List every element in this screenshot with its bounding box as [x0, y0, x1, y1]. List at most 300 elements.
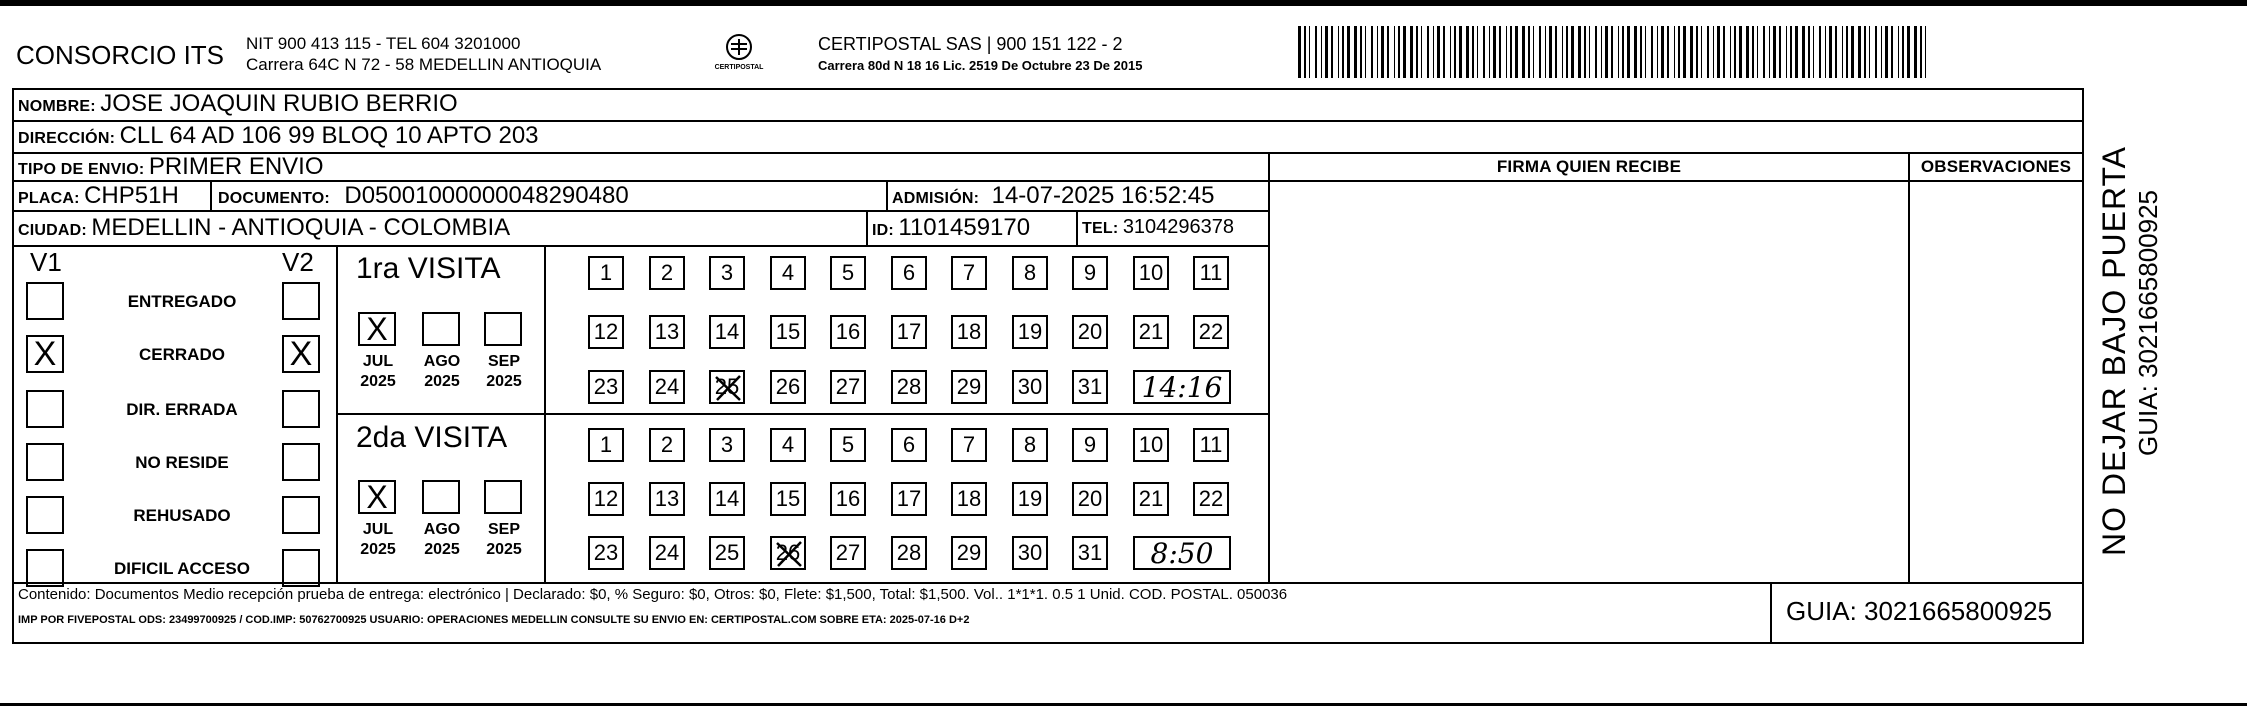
barcode-bar	[1595, 26, 1597, 78]
visit-divider	[336, 413, 1270, 415]
tel-divider	[1076, 210, 1078, 245]
visit2-day-23[interactable]	[588, 536, 624, 570]
barcode-bar	[1920, 26, 1922, 78]
tipo-row	[18, 153, 324, 181]
visit1-day-8[interactable]	[1012, 256, 1048, 290]
visit1-day-26[interactable]	[770, 370, 806, 404]
visit1-day-3[interactable]	[709, 256, 745, 290]
barcode-bar	[1416, 26, 1418, 78]
documento-value: D05001000000048290480	[344, 182, 629, 209]
barcode-bar	[1562, 26, 1563, 78]
v2-checkbox-4[interactable]	[282, 443, 320, 481]
checkbox-mark: X	[289, 335, 313, 373]
footer-content: Contenido: Documentos Medio recepción prueba de entrega: electrónico | Declarado: $0, % Seguro: $0, Otros: $0, Flete: $1,500, Total: $1,500. Vol.. 1*1*1. 0.5 1 Unid. COD. POSTAL. 050036	[18, 586, 1288, 603]
visit2-day-10[interactable]	[1133, 428, 1169, 462]
visit1-day-31[interactable]	[1072, 370, 1108, 404]
barcode-bar	[1589, 26, 1590, 78]
day-number: 13	[654, 319, 680, 344]
day-number: 15	[775, 319, 801, 344]
day-number: 5	[841, 260, 855, 285]
day-number: 6	[902, 260, 916, 285]
footer-imp: IMP POR FIVEPOSTAL ODS: 23499700925 / COD.IMP: 50762700925 USUARIO: OPERACIONES MEDELLIN CONSULTE SU ENVIO EN: CERTIPOSTAL.COM SOBRE ETA: 2025-07-16 D+2	[18, 614, 970, 626]
day-number: 10	[1138, 260, 1164, 285]
day-number: 19	[1017, 319, 1043, 344]
visit1-month-label	[418, 352, 466, 392]
barcode-bar	[1885, 26, 1888, 78]
day-number: 17	[896, 486, 922, 511]
visit2-month-label	[354, 520, 402, 560]
row-line-4	[12, 210, 1270, 212]
month-year: 2025	[486, 541, 522, 558]
day-number: 30	[1017, 374, 1043, 399]
barcode-bar	[1510, 26, 1512, 78]
v1-checkbox-2[interactable]	[26, 335, 64, 373]
barcode-bar	[1891, 26, 1893, 78]
day-number: 9	[1083, 260, 1097, 285]
barcode-bar	[1869, 26, 1870, 78]
barcode-bar	[1651, 26, 1653, 78]
month-year: 2025	[486, 373, 522, 390]
company-nit: NIT 900 413 115 - TEL 604 3201000	[246, 34, 521, 53]
tel-row	[1082, 216, 1234, 239]
day-number: 27	[835, 540, 861, 565]
day-number: 20	[1077, 486, 1103, 511]
tipo-label: TIPO DE ENVIO:	[18, 161, 145, 178]
visit2-day-17[interactable]	[891, 482, 927, 516]
day-number: 4	[781, 432, 795, 457]
day-number: 23	[593, 374, 619, 399]
day-number: 1	[599, 432, 613, 457]
visit1-day-29[interactable]	[951, 370, 987, 404]
visit1-day-18[interactable]	[951, 315, 987, 349]
day-number: 23	[593, 540, 619, 565]
barcode	[1298, 26, 1934, 78]
barcode-bar	[1377, 26, 1378, 78]
documento-label: DOCUMENTO:	[218, 190, 330, 207]
barcode-bar	[1466, 26, 1469, 78]
ciudad-value: MEDELLIN - ANTIOQUIA - COLOMBIA	[91, 214, 511, 241]
id-row	[872, 214, 1030, 242]
month-year: 2025	[360, 541, 396, 558]
visit2-month-label	[418, 520, 466, 560]
barcode-bar	[1701, 26, 1702, 78]
day-number: 27	[835, 374, 861, 399]
visit2-day-5[interactable]	[830, 428, 866, 462]
day-number: 16	[835, 486, 861, 511]
barcode-bar	[1578, 26, 1581, 78]
month-name: JUL	[362, 521, 394, 538]
visit2-day-7[interactable]	[951, 428, 987, 462]
ciudad-label: CIUDAD:	[18, 222, 87, 239]
visit2-day-6[interactable]	[891, 428, 927, 462]
barcode-bar	[1331, 26, 1333, 78]
barcode-bar	[1622, 26, 1624, 78]
barcode-bar	[1493, 26, 1496, 78]
visit2-day-28[interactable]	[891, 536, 927, 570]
barcode-bar	[1443, 26, 1445, 78]
day-number: 19	[1017, 486, 1043, 511]
barcode-bar	[1802, 26, 1805, 78]
barcode-bar	[1309, 26, 1310, 78]
barcode-bar	[1387, 26, 1389, 78]
visit2-day-4[interactable]	[770, 428, 806, 462]
barcode-bar	[1450, 26, 1451, 78]
barcode-bar	[1808, 26, 1810, 78]
barcode-bar	[1601, 26, 1602, 78]
carrier-address: Carrera 80d N 18 16 Lic. 2519 De Octubre 23 De 2015	[818, 58, 1143, 73]
visit1-day-22[interactable]	[1193, 315, 1229, 349]
barcode-bar	[1763, 26, 1765, 78]
visit2-day-19[interactable]	[1012, 482, 1048, 516]
barcode-bar	[1769, 26, 1770, 78]
visit2-day-22[interactable]	[1193, 482, 1229, 516]
status-option-label: DIR. ERRADA	[126, 400, 238, 419]
barcode-bar	[1315, 26, 1317, 78]
day-number: 2	[660, 260, 674, 285]
day-number: 26	[775, 374, 801, 399]
day-number: 12	[593, 486, 619, 511]
certipostal-logo	[712, 32, 766, 78]
visit1-day-4[interactable]	[770, 256, 806, 290]
status-option-label: ENTREGADO	[127, 292, 237, 311]
barcode-bar	[1515, 26, 1518, 78]
visit2-day-25[interactable]	[709, 536, 745, 570]
visit1-day-11[interactable]	[1193, 256, 1229, 290]
visit1-month-checkbox-sep[interactable]	[484, 312, 522, 346]
barcode-bar	[1605, 26, 1608, 78]
day-number: 22	[1198, 319, 1224, 344]
barcode-bar	[1875, 26, 1877, 78]
visit1-day-16[interactable]	[830, 315, 866, 349]
visit1-month-checkbox-ago[interactable]	[422, 312, 460, 346]
visit1-day-14[interactable]	[709, 315, 745, 349]
visit2-day-3[interactable]	[709, 428, 745, 462]
barcode-bar	[1618, 26, 1619, 78]
hand-x-mark	[772, 538, 806, 570]
form-bottom	[12, 642, 2084, 644]
visit2-day-14[interactable]	[709, 482, 745, 516]
barcode-bar	[1398, 26, 1400, 78]
checkbox-mark: X	[33, 335, 57, 373]
barcode-bar	[1678, 26, 1680, 78]
barcode-bar	[1539, 26, 1541, 78]
barcode-bar	[1472, 26, 1474, 78]
barcode-bar	[1707, 26, 1709, 78]
visit1-day-9[interactable]	[1072, 256, 1108, 290]
barcode-bar	[1667, 26, 1669, 78]
visit1-day-20[interactable]	[1072, 315, 1108, 349]
visit2-day-31[interactable]	[1072, 536, 1108, 570]
barcode-bar	[1528, 26, 1530, 78]
day-number: 18	[956, 319, 982, 344]
firma-header: FIRMA QUIEN RECIBE	[1496, 157, 1682, 176]
tipo-value: PRIMER ENVIO	[148, 153, 324, 180]
barcode-bar	[1433, 26, 1434, 78]
barcode-bar	[1437, 26, 1440, 78]
v2-checkbox-6[interactable]	[282, 549, 320, 587]
form-left	[12, 88, 14, 644]
barcode-bar	[1723, 26, 1725, 78]
v1-checkbox-5[interactable]	[26, 496, 64, 534]
day-number: 5	[841, 432, 855, 457]
barcode-bar	[1683, 26, 1686, 78]
barcode-bar	[1571, 26, 1574, 78]
id-value: 1101459170	[898, 214, 1031, 241]
barcode-bar	[1713, 26, 1714, 78]
day-number: 26	[775, 540, 801, 565]
visit2-day-11[interactable]	[1193, 428, 1229, 462]
barcode-bar	[1321, 26, 1322, 78]
day-number: 31	[1077, 374, 1103, 399]
placa-row	[18, 182, 179, 210]
barcode-bar	[1421, 26, 1422, 78]
visit1-day-30[interactable]	[1012, 370, 1048, 404]
day-number: 7	[962, 432, 976, 457]
visit2-month-checkbox-ago[interactable]	[422, 480, 460, 514]
v1-checkbox-4[interactable]	[26, 443, 64, 481]
status-option-label: DIFICIL ACCESO	[113, 559, 250, 578]
visit2-day-15[interactable]	[770, 482, 806, 516]
day-number: 4	[781, 260, 795, 285]
visit1-day-25[interactable]	[709, 370, 745, 404]
barcode-bar	[1757, 26, 1758, 78]
visit2-day-21[interactable]	[1133, 482, 1169, 516]
visit1-day-21[interactable]	[1133, 315, 1169, 349]
v2-checkbox-3[interactable]	[282, 390, 320, 428]
bottom-border	[0, 703, 2247, 706]
day-number: 22	[1198, 486, 1224, 511]
month-name: JUL	[362, 353, 394, 370]
barcode-bar	[1696, 26, 1698, 78]
barcode-bar	[1634, 26, 1637, 78]
v1-checkbox-6[interactable]	[26, 549, 64, 587]
day-number: 20	[1077, 319, 1103, 344]
barcode-bar	[1773, 26, 1776, 78]
barcode-bar	[1403, 26, 1406, 78]
barcode-bar	[1864, 26, 1866, 78]
row-line-5	[12, 245, 1270, 247]
id-divider	[866, 210, 868, 245]
admision-label: ADMISIÓN:	[892, 190, 980, 207]
visit1-month-checkbox-jul[interactable]	[358, 312, 396, 346]
day-number: 12	[593, 319, 619, 344]
carrier-name: CERTIPOSTAL SAS | 900 151 122 - 2	[818, 34, 1123, 54]
day-number: 29	[956, 540, 982, 565]
visit1-day-15[interactable]	[770, 315, 806, 349]
documento-row	[218, 182, 629, 210]
visit2-day-12[interactable]	[588, 482, 624, 516]
visit1-day-10[interactable]	[1133, 256, 1169, 290]
visit1-day-27[interactable]	[830, 370, 866, 404]
barcode-bar	[1795, 26, 1798, 78]
barcode-bar	[1829, 26, 1832, 78]
day-number: 11	[1199, 432, 1223, 457]
barcode-bar	[1459, 26, 1462, 78]
handwritten-time: 14:16	[1141, 370, 1223, 404]
side-notice	[2096, 96, 2176, 556]
day-number: 3	[720, 260, 734, 285]
barcode-bar	[1489, 26, 1490, 78]
barcode-bar	[1611, 26, 1613, 78]
day-number: 13	[654, 486, 680, 511]
barcode-bar	[1522, 26, 1525, 78]
visit2-day-29[interactable]	[951, 536, 987, 570]
visit1-day-17[interactable]	[891, 315, 927, 349]
barcode-bar	[1298, 26, 1301, 78]
barcode-bar	[1752, 26, 1754, 78]
day-number: 28	[896, 540, 922, 565]
day-number: 2	[660, 432, 674, 457]
guia-divider	[1770, 582, 1772, 644]
visit2-day-20[interactable]	[1072, 482, 1108, 516]
day-number: 14	[714, 486, 740, 511]
checkbox-mark: X	[366, 479, 388, 515]
barcode-bar	[1746, 26, 1749, 78]
day-number: 30	[1017, 540, 1043, 565]
barcode-bar	[1545, 26, 1546, 78]
day-number: 8	[1023, 432, 1037, 457]
barcode-bar	[1790, 26, 1792, 78]
visit2-month-checkbox-jul[interactable]	[358, 480, 396, 514]
month-year: 2025	[360, 373, 396, 390]
direccion-label: DIRECCIÓN:	[18, 130, 116, 147]
footer-guia: GUIA: 3021665800925	[1786, 596, 2052, 626]
placa-divider	[210, 180, 212, 210]
company-name: CONSORCIO ITS	[16, 40, 225, 70]
day-number: 29	[956, 374, 982, 399]
visit1-day-13[interactable]	[649, 315, 685, 349]
v1-checkbox-1[interactable]	[26, 282, 64, 320]
day-number: 14	[714, 319, 740, 344]
barcode-bar	[1477, 26, 1478, 78]
visit2-day-24[interactable]	[649, 536, 685, 570]
visit1-day-12[interactable]	[588, 315, 624, 349]
barcode-bar	[1360, 26, 1362, 78]
visit1-day-6[interactable]	[891, 256, 927, 290]
visit1-day-28[interactable]	[891, 370, 927, 404]
v2-checkbox-1[interactable]	[282, 282, 320, 320]
day-number: 9	[1083, 432, 1097, 457]
visit2-day-13[interactable]	[649, 482, 685, 516]
barcode-bar	[1347, 26, 1350, 78]
day-number: 11	[1199, 260, 1223, 285]
status-option-label: CERRADO	[139, 345, 225, 364]
status-option-label: NO RESIDE	[135, 453, 229, 472]
day-number: 8	[1023, 260, 1037, 285]
barcode-bar	[1427, 26, 1429, 78]
barcode-bar	[1835, 26, 1837, 78]
visit2-day-16[interactable]	[830, 482, 866, 516]
v2-checkbox-5[interactable]	[282, 496, 320, 534]
obs-left-border	[1908, 152, 1910, 582]
visit2-day-1[interactable]	[588, 428, 624, 462]
barcode-bar	[1717, 26, 1720, 78]
visit1-day-5[interactable]	[830, 256, 866, 290]
observaciones-header: OBSERVACIONES	[1920, 157, 2072, 176]
visit1-time-box[interactable]	[1133, 370, 1231, 404]
barcode-bar	[1499, 26, 1501, 78]
barcode-bar	[1902, 26, 1904, 78]
visit2-month-label	[480, 520, 528, 560]
barcode-bar	[1549, 26, 1552, 78]
tel-value: 3104296378	[1122, 216, 1235, 238]
day-number: 25	[714, 540, 740, 565]
barcode-bar	[1858, 26, 1861, 78]
day-number: 15	[775, 486, 801, 511]
month-name: AGO	[423, 353, 461, 370]
barcode-bar	[1786, 26, 1787, 78]
barcode-bar	[1819, 26, 1821, 78]
visit1-day-24[interactable]	[649, 370, 685, 404]
barcode-bar	[1483, 26, 1485, 78]
visit2-time-box[interactable]	[1133, 536, 1231, 570]
admision-row	[892, 182, 1214, 210]
placa-value: CHP51H	[84, 182, 179, 209]
visit1-day-1[interactable]	[588, 256, 624, 290]
barcode-bar	[1661, 26, 1664, 78]
visit2-day-26[interactable]	[770, 536, 806, 570]
barcode-bar	[1907, 26, 1910, 78]
visit2-day-30[interactable]	[1012, 536, 1048, 570]
barcode-bar	[1730, 26, 1731, 78]
day-number: 24	[654, 374, 680, 399]
day-number: 3	[720, 432, 734, 457]
month-name: SEP	[487, 521, 520, 538]
barcode-bar	[1640, 26, 1642, 78]
barcode-bar	[1925, 26, 1926, 78]
visit1-month-label	[354, 352, 402, 392]
barcode-bar	[1846, 26, 1848, 78]
day-number: 21	[1138, 319, 1164, 344]
visit1-title: 1ra VISITA	[356, 252, 501, 285]
day-number: 31	[1077, 540, 1103, 565]
admision-divider	[886, 180, 888, 210]
day-number: 21	[1138, 486, 1164, 511]
barcode-bar	[1739, 26, 1742, 78]
barcode-bar	[1410, 26, 1413, 78]
barcode-bar	[1506, 26, 1507, 78]
admision-value: 14-07-2025 16:52:45	[991, 182, 1215, 209]
day-number: 7	[962, 260, 976, 285]
visit1-day-2[interactable]	[649, 256, 685, 290]
day-number: 17	[896, 319, 922, 344]
visit2-day-8[interactable]	[1012, 428, 1048, 462]
visit1-day-23[interactable]	[588, 370, 624, 404]
day-number: 18	[956, 486, 982, 511]
visit2-day-27[interactable]	[830, 536, 866, 570]
visit2-day-2[interactable]	[649, 428, 685, 462]
visit1-day-7[interactable]	[951, 256, 987, 290]
barcode-bar	[1566, 26, 1568, 78]
company-address: Carrera 64C N 72 - 58 MEDELLIN ANTIOQUIA	[246, 55, 602, 74]
barcode-bar	[1779, 26, 1781, 78]
month-name: SEP	[487, 353, 520, 370]
v2-checkbox-2[interactable]	[282, 335, 320, 373]
visit2-month-checkbox-sep[interactable]	[484, 480, 522, 514]
barcode-bar	[1365, 26, 1366, 78]
visit2-day-18[interactable]	[951, 482, 987, 516]
v1-checkbox-3[interactable]	[26, 390, 64, 428]
footer-line	[12, 582, 2084, 584]
month-name: AGO	[423, 521, 461, 538]
barcode-bar	[1371, 26, 1373, 78]
barcode-bar	[1898, 26, 1899, 78]
visit1-day-19[interactable]	[1012, 315, 1048, 349]
visit2-day-9[interactable]	[1072, 428, 1108, 462]
no-dejar-bajo-puerta: NO DEJAR BAJO PUERTA	[2096, 146, 2132, 556]
barcode-bar	[1842, 26, 1843, 78]
barcode-bar	[1394, 26, 1395, 78]
